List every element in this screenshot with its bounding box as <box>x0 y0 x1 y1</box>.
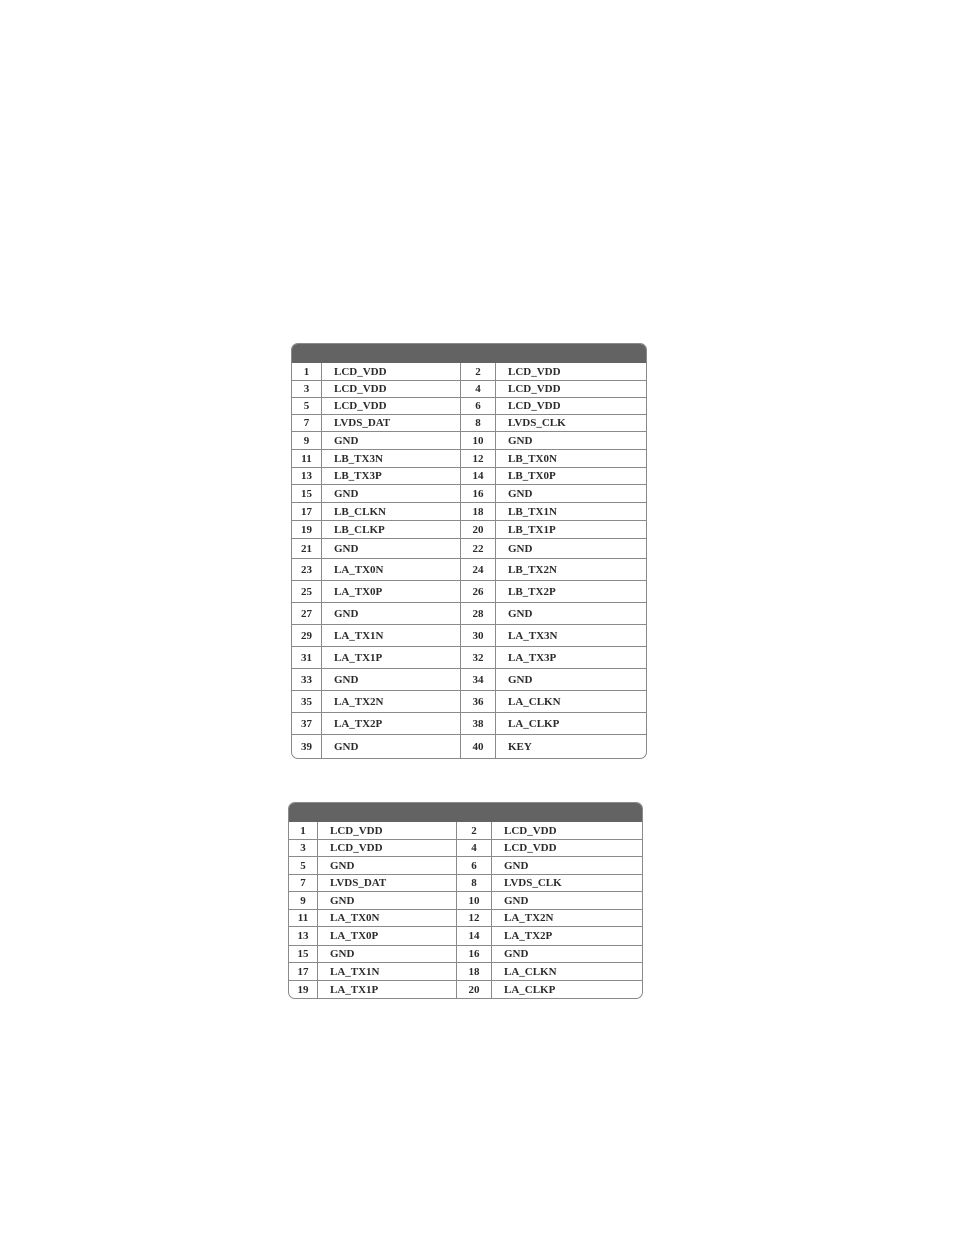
pin-number: 21 <box>301 542 312 555</box>
table-body <box>289 822 642 998</box>
signal-name: LCD_VDD <box>495 381 646 397</box>
signal-name: LCD_VDD <box>491 840 642 856</box>
signal-name: GND <box>321 485 460 502</box>
pin-number: 7 <box>303 417 310 429</box>
signal-name: GND <box>495 603 646 624</box>
pin-number: 2 <box>460 363 495 380</box>
pin-number: 23 <box>301 563 312 576</box>
signal-name: LA_CLKP <box>491 981 642 998</box>
signal-name: LVDS_CLK <box>491 875 642 891</box>
signal-name: LB_CLKP <box>321 521 460 538</box>
pin-number: 33 <box>301 673 312 686</box>
pin-number: 20 <box>460 521 495 538</box>
pin-number: 31 <box>301 651 312 664</box>
pin-number: 6 <box>460 398 495 414</box>
signal-name: LA_TX0N <box>321 559 460 580</box>
signal-name: LCD_VDD <box>491 822 642 839</box>
table-row <box>289 980 642 998</box>
pin-number: 9 <box>300 894 306 907</box>
signal-name: GND <box>495 432 646 449</box>
table-row <box>292 467 646 484</box>
pin-number: 17 <box>297 965 309 978</box>
signal-name: LA_TX2P <box>491 927 642 945</box>
table-row <box>289 926 642 945</box>
signal-name: GND <box>321 735 460 758</box>
lvds-pinout-table-40pin <box>291 343 647 759</box>
signal-name: GND <box>495 539 646 558</box>
lvds-pinout-table-20pin <box>288 802 643 999</box>
signal-name: LB_CLKN <box>321 503 460 520</box>
signal-name: LA_TX3N <box>495 625 646 646</box>
signal-name: LVDS_CLK <box>495 415 646 431</box>
table-row <box>292 712 646 734</box>
table-row <box>292 624 646 646</box>
table-row <box>292 690 646 712</box>
pin-number: 11 <box>301 452 312 465</box>
table-body <box>292 363 646 758</box>
table-header-bar <box>292 344 646 363</box>
signal-name: LCD_VDD <box>321 398 460 414</box>
table-row <box>292 580 646 602</box>
table-row <box>289 909 642 926</box>
signal-name: LA_TX1N <box>321 625 460 646</box>
signal-name: GND <box>495 669 646 690</box>
signal-name: LB_TX3P <box>321 468 460 484</box>
pin-number: 25 <box>301 585 312 598</box>
signal-name: GND <box>317 892 456 909</box>
table-row <box>289 962 642 980</box>
signal-name: LB_TX0N <box>495 450 646 467</box>
signal-name: LCD_VDD <box>495 363 646 380</box>
pin-number: 16 <box>460 485 495 502</box>
pin-number: 8 <box>460 415 495 431</box>
signal-name: GND <box>317 946 456 962</box>
signal-name: LB_TX1P <box>495 521 646 538</box>
signal-name: LCD_VDD <box>317 822 456 839</box>
pin-number: 22 <box>460 539 495 558</box>
table-row <box>292 602 646 624</box>
pin-number: 20 <box>456 981 491 998</box>
table-row <box>289 945 642 962</box>
signal-name: LCD_VDD <box>321 381 460 397</box>
pin-number: 19 <box>297 983 309 996</box>
pin-number: 39 <box>301 740 312 753</box>
signal-name: GND <box>495 485 646 502</box>
table-row <box>292 502 646 520</box>
signal-name: LA_CLKP <box>495 713 646 734</box>
pin-number: 19 <box>301 523 312 536</box>
signal-name: LB_TX0P <box>495 468 646 484</box>
pin-number: 12 <box>456 910 491 926</box>
pin-number: 1 <box>303 365 310 378</box>
pin-number: 4 <box>460 381 495 397</box>
signal-name: GND <box>321 603 460 624</box>
pin-number: 11 <box>297 912 309 924</box>
table-row <box>292 380 646 397</box>
pin-number: 9 <box>303 434 310 447</box>
signal-name: LA_TX2N <box>491 910 642 926</box>
pin-number: 10 <box>456 892 491 909</box>
signal-name: GND <box>321 669 460 690</box>
signal-name: GND <box>317 857 456 874</box>
pin-number: 3 <box>300 842 306 854</box>
signal-name: LA_TX0P <box>317 927 456 945</box>
pin-number: 37 <box>301 717 312 730</box>
table-row <box>292 397 646 414</box>
pin-number: 30 <box>460 625 495 646</box>
signal-name: LCD_VDD <box>495 398 646 414</box>
pin-number: 16 <box>456 946 491 962</box>
pin-number: 32 <box>460 647 495 668</box>
signal-name: KEY <box>495 735 646 758</box>
signal-name: LB_TX3N <box>321 450 460 467</box>
pin-number: 36 <box>460 691 495 712</box>
signal-name: LA_TX1P <box>317 981 456 998</box>
table-row <box>292 363 646 380</box>
signal-name: LA_TX2P <box>321 713 460 734</box>
signal-name: LCD_VDD <box>321 363 460 380</box>
table-row <box>292 414 646 431</box>
pin-number: 38 <box>460 713 495 734</box>
pin-number: 8 <box>456 875 491 891</box>
pin-number: 10 <box>460 432 495 449</box>
table-row <box>289 839 642 856</box>
pin-number: 26 <box>460 581 495 602</box>
pin-number: 17 <box>301 505 312 518</box>
signal-name: LA_TX0P <box>321 581 460 602</box>
pin-number: 15 <box>301 487 312 500</box>
signal-name: GND <box>491 946 642 962</box>
table-row <box>289 891 642 909</box>
signal-name: LA_TX3P <box>495 647 646 668</box>
pin-number: 34 <box>460 669 495 690</box>
table-row <box>289 874 642 891</box>
table-row <box>292 538 646 558</box>
pin-number: 18 <box>460 503 495 520</box>
table-row <box>292 449 646 467</box>
pin-number: 18 <box>456 963 491 980</box>
pin-number: 35 <box>301 695 312 708</box>
signal-name: LVDS_DAT <box>317 875 456 891</box>
pin-number: 24 <box>460 559 495 580</box>
pin-number: 5 <box>300 859 306 872</box>
pin-number: 15 <box>297 948 309 960</box>
signal-name: GND <box>491 892 642 909</box>
signal-name: GND <box>321 539 460 558</box>
signal-name: LA_TX0N <box>317 910 456 926</box>
pin-number: 6 <box>456 857 491 874</box>
pin-number: 27 <box>301 607 312 620</box>
signal-name: LA_TX1P <box>321 647 460 668</box>
pin-number: 14 <box>460 468 495 484</box>
signal-name: GND <box>491 857 642 874</box>
pin-number: 12 <box>460 450 495 467</box>
signal-name: LCD_VDD <box>317 840 456 856</box>
pin-number: 2 <box>456 822 491 839</box>
table-row <box>292 646 646 668</box>
table-row <box>292 520 646 538</box>
signal-name: LA_CLKN <box>491 963 642 980</box>
signal-name: LVDS_DAT <box>321 415 460 431</box>
table-row <box>289 822 642 839</box>
pin-number: 28 <box>460 603 495 624</box>
signal-name: LB_TX2N <box>495 559 646 580</box>
pin-number: 1 <box>300 824 306 837</box>
signal-name: LB_TX2P <box>495 581 646 602</box>
signal-name: LA_TX1N <box>317 963 456 980</box>
pin-number: 29 <box>301 629 312 642</box>
pin-number: 40 <box>460 735 495 758</box>
signal-name: LA_CLKN <box>495 691 646 712</box>
pin-number: 13 <box>301 470 312 482</box>
signal-name: LA_TX2N <box>321 691 460 712</box>
table-row <box>292 431 646 449</box>
table-row <box>292 734 646 758</box>
pin-number: 5 <box>303 400 310 412</box>
table-row <box>292 668 646 690</box>
pin-number: 7 <box>300 877 306 889</box>
pin-number: 4 <box>456 840 491 856</box>
table-header-bar <box>289 803 642 822</box>
table-row <box>292 558 646 580</box>
signal-name: GND <box>321 432 460 449</box>
pin-number: 14 <box>456 927 491 945</box>
table-row <box>289 856 642 874</box>
pin-number: 13 <box>297 930 309 942</box>
signal-name: LB_TX1N <box>495 503 646 520</box>
table-row <box>292 484 646 502</box>
pin-number: 3 <box>303 383 310 395</box>
